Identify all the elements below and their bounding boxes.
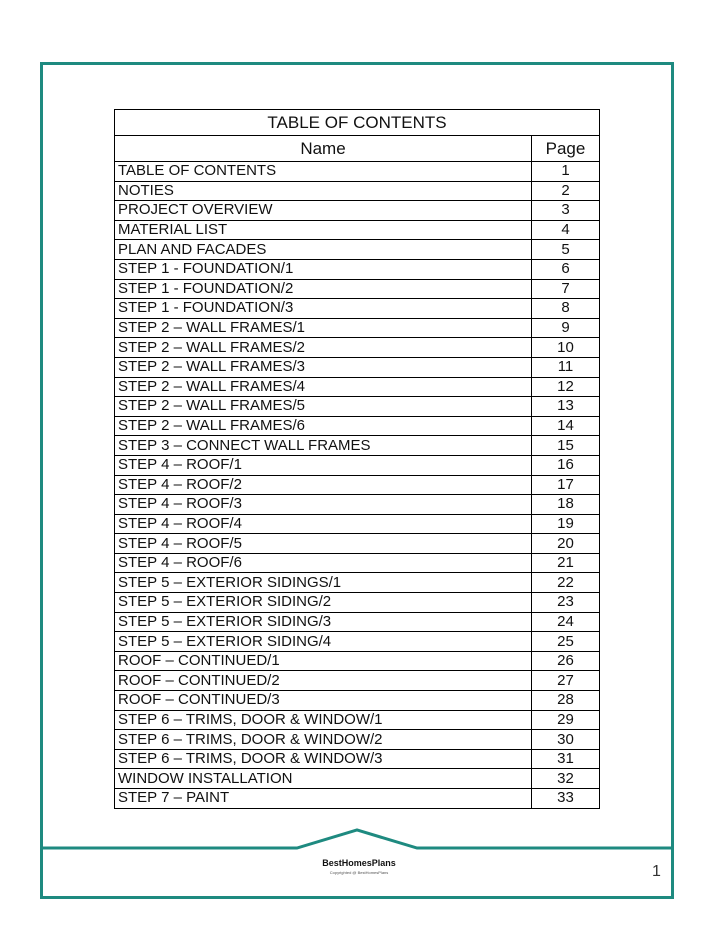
- toc-row: [115, 220, 600, 240]
- toc-entry-name: STEP 6 – TRIMS, DOOR & WINDOW/2: [115, 730, 532, 750]
- toc-entry-page: 31: [532, 749, 600, 769]
- table-of-contents: [114, 109, 600, 809]
- toc-entry-page: 16: [532, 455, 600, 475]
- toc-row: [115, 573, 600, 593]
- toc-row: [115, 436, 600, 456]
- toc-entry-page: 4: [532, 220, 600, 240]
- toc-row: [115, 534, 600, 554]
- toc-entry-page: 32: [532, 769, 600, 789]
- toc-row: [115, 749, 600, 769]
- toc-entry-page: 21: [532, 553, 600, 573]
- toc-row: [115, 612, 600, 632]
- toc-entry-page: 33: [532, 789, 600, 809]
- toc-entry-name: STEP 2 – WALL FRAMES/4: [115, 377, 532, 397]
- page-number: 1: [652, 863, 661, 880]
- toc-row: [115, 181, 600, 201]
- toc-row: [115, 593, 600, 613]
- toc-entry-page: 11: [532, 357, 600, 377]
- toc-entry-page: 20: [532, 534, 600, 554]
- toc-row: [115, 495, 600, 515]
- toc-entry-page: 10: [532, 338, 600, 358]
- toc-row: [115, 201, 600, 221]
- copyright-notice: Copyrighted @ BestHomesPlans: [329, 870, 389, 875]
- toc-row: [115, 279, 600, 299]
- toc-entry-page: 28: [532, 691, 600, 711]
- toc-entry-name: MATERIAL LIST: [115, 220, 532, 240]
- toc-row: [115, 710, 600, 730]
- toc-entry-name: STEP 1 - FOUNDATION/1: [115, 259, 532, 279]
- toc-row: [115, 691, 600, 711]
- toc-entry-name: STEP 5 – EXTERIOR SIDING/4: [115, 632, 532, 652]
- toc-title: TABLE OF CONTENTS: [115, 110, 600, 136]
- toc-entry-page: 5: [532, 240, 600, 260]
- toc-entry-name: STEP 5 – EXTERIOR SIDINGS/1: [115, 573, 532, 593]
- toc-entry-name: STEP 2 – WALL FRAMES/5: [115, 397, 532, 417]
- toc-entry-name: STEP 4 – ROOF/2: [115, 475, 532, 495]
- toc-row: [115, 416, 600, 436]
- toc-entry-page: 12: [532, 377, 600, 397]
- toc-entry-page: 29: [532, 710, 600, 730]
- toc-entry-name: STEP 4 – ROOF/3: [115, 495, 532, 515]
- toc-entry-page: 14: [532, 416, 600, 436]
- toc-entry-page: 9: [532, 318, 600, 338]
- toc-entry-name: PROJECT OVERVIEW: [115, 201, 532, 221]
- toc-entry-name: STEP 5 – EXTERIOR SIDING/2: [115, 593, 532, 613]
- toc-entry-page: 25: [532, 632, 600, 652]
- toc-row: [115, 259, 600, 279]
- toc-row: [115, 553, 600, 573]
- toc-entry-name: STEP 2 – WALL FRAMES/6: [115, 416, 532, 436]
- toc-row: [115, 397, 600, 417]
- brand-logo-text: BestHomesPlans: [322, 858, 396, 868]
- toc-entry-page: 13: [532, 397, 600, 417]
- toc-entry-page: 23: [532, 593, 600, 613]
- toc-entry-name: STEP 4 – ROOF/5: [115, 534, 532, 554]
- toc-entry-name: WINDOW INSTALLATION: [115, 769, 532, 789]
- toc-entry-name: STEP 4 – ROOF/1: [115, 455, 532, 475]
- toc-row: [115, 318, 600, 338]
- toc-entry-name: ROOF – CONTINUED/3: [115, 691, 532, 711]
- toc-row: [115, 514, 600, 534]
- toc-entry-name: STEP 3 – CONNECT WALL FRAMES: [115, 436, 532, 456]
- toc-body: [115, 162, 600, 809]
- toc-entry-name: STEP 1 - FOUNDATION/3: [115, 299, 532, 319]
- toc-row: [115, 240, 600, 260]
- toc-row: [115, 338, 600, 358]
- toc-entry-name: TABLE OF CONTENTS: [115, 162, 532, 182]
- toc-entry-name: STEP 2 – WALL FRAMES/3: [115, 357, 532, 377]
- toc-entry-page: 27: [532, 671, 600, 691]
- toc-row: [115, 632, 600, 652]
- toc-entry-name: ROOF – CONTINUED/2: [115, 671, 532, 691]
- toc-entry-name: STEP 5 – EXTERIOR SIDING/3: [115, 612, 532, 632]
- footer-roof-divider: [40, 826, 674, 852]
- toc-row: [115, 475, 600, 495]
- toc-entry-page: 1: [532, 162, 600, 182]
- toc-entry-name: STEP 4 – ROOF/4: [115, 514, 532, 534]
- toc-entry-name: STEP 2 – WALL FRAMES/1: [115, 318, 532, 338]
- toc-entry-name: STEP 1 - FOUNDATION/2: [115, 279, 532, 299]
- toc-row: [115, 377, 600, 397]
- toc-row: [115, 789, 600, 809]
- toc-row: [115, 357, 600, 377]
- toc-row: [115, 769, 600, 789]
- toc-entry-name: STEP 6 – TRIMS, DOOR & WINDOW/1: [115, 710, 532, 730]
- toc-entry-name: STEP 4 – ROOF/6: [115, 553, 532, 573]
- toc-entry-name: STEP 6 – TRIMS, DOOR & WINDOW/3: [115, 749, 532, 769]
- toc-entry-page: 15: [532, 436, 600, 456]
- toc-entry-page: 3: [532, 201, 600, 221]
- toc-row: [115, 299, 600, 319]
- toc-entry-page: 6: [532, 259, 600, 279]
- toc-entry-page: 22: [532, 573, 600, 593]
- column-header-page: Page: [532, 136, 600, 162]
- toc-entry-name: PLAN AND FACADES: [115, 240, 532, 260]
- column-header-name: Name: [115, 136, 532, 162]
- toc-entry-page: 18: [532, 495, 600, 515]
- toc-entry-name: NOTIES: [115, 181, 532, 201]
- toc-entry-page: 17: [532, 475, 600, 495]
- toc-row: [115, 455, 600, 475]
- toc-entry-page: 26: [532, 651, 600, 671]
- toc-entry-name: STEP 2 – WALL FRAMES/2: [115, 338, 532, 358]
- toc-entry-page: 8: [532, 299, 600, 319]
- toc-entry-name: STEP 7 – PAINT: [115, 789, 532, 809]
- toc-row: [115, 730, 600, 750]
- toc-row: [115, 162, 600, 182]
- toc-entry-page: 2: [532, 181, 600, 201]
- toc-entry-page: 24: [532, 612, 600, 632]
- toc-entry-page: 19: [532, 514, 600, 534]
- toc-entry-page: 7: [532, 279, 600, 299]
- toc-entry-page: 30: [532, 730, 600, 750]
- toc-row: [115, 671, 600, 691]
- toc-row: [115, 651, 600, 671]
- toc-entry-name: ROOF – CONTINUED/1: [115, 651, 532, 671]
